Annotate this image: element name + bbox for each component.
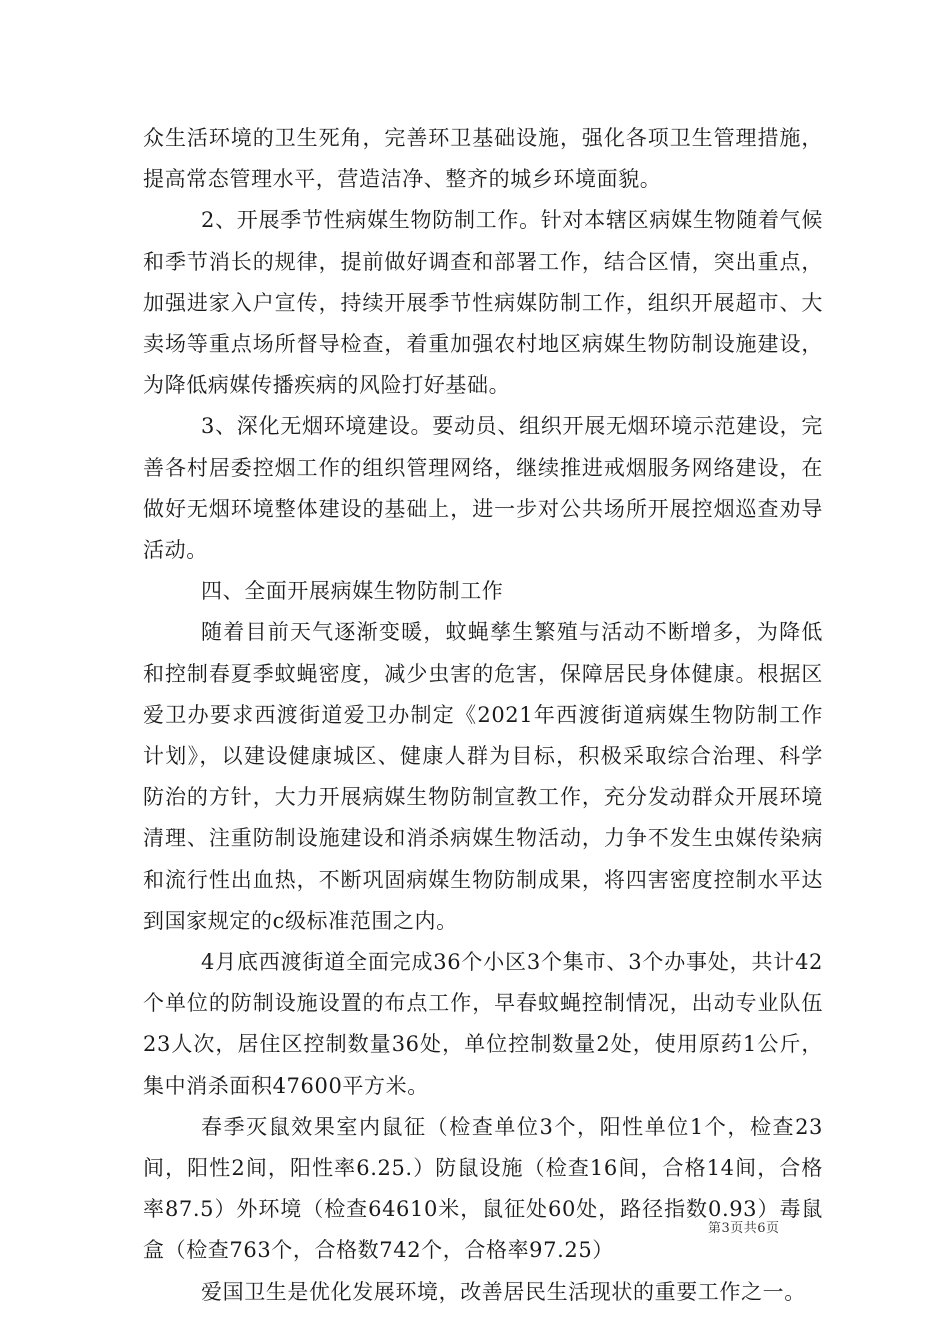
- paragraph: 2、开展季节性病媒生物防制工作。针对本辖区病媒生物随着气候和季节消长的规律，提前做好调查和部署工作，结合区情，突出重点，加强进家入户宣传，持续开展季节性病媒防制工作，组织开展超市、大卖场等重点场所督导检查，着重加强农村地区病媒生物防制设施建设，为降低病媒传播疾病的风险打好基础。: [143, 208, 823, 398]
- paragraph: 春季灭鼠效果室内鼠征（检查单位3个，阳性单位1个，检查23间，阳性2间，阳性率6.25.）防鼠设施（检查16间，合格14间，合格率87.5）外环境（检查64610米，鼠征处60处，路径指数0.93）毒鼠盒（检查763个，合格数742个，合格率97.25）: [143, 1114, 823, 1263]
- paragraph: 3、深化无烟环境建设。要动员、组织开展无烟环境示范建设，完善各村居委控烟工作的组织管理网络，继续推进戒烟服务网络建设，在做好无烟环境整体建设的基础上，进一步对公共场所开展控烟巡查劝导活动。: [143, 414, 823, 563]
- paragraph: 众生活环境的卫生死角，完善环卫基础设施，强化各项卫生管理措施，提高常态管理水平，营造洁净、整齐的城乡环境面貌。: [143, 126, 823, 192]
- paragraph: 随着目前天气逐渐变暖，蚊蝇孳生繁殖与活动不断增多，为降低和控制春夏季蚊蝇密度，减少虫害的危害，保障居民身体健康。根据区爱卫办要求西渡街道爱卫办制定《2021年西渡街道病媒生物防制工作计划》，以建设健康城区、健康人群为目标，积极采取综合治理、科学防治的方针，大力开展病媒生物防制宣教工作，充分发动群众开展环境清理、注重防制设施建设和消杀病媒生物活动，力争不发生虫媒传染病和流行性出血热，不断巩固病媒生物防制成果，将四害密度控制水平达到国家规定的c级标准范围之内。: [143, 620, 823, 933]
- paragraph: 爱国卫生是优化发展环境，改善居民生活现状的重要工作之一。: [201, 1279, 806, 1304]
- page-number: 第3页共6页: [708, 1221, 780, 1236]
- document-body: [143, 118, 823, 1313]
- section-heading: 四、全面开展病媒生物防制工作: [201, 579, 504, 604]
- paragraph: 4月底西渡街道全面完成36个小区3个集市、3个办事处，共计42个单位的防制设施设置的布点工作，早春蚊蝇控制情况，出动专业队伍23人次，居住区控制数量36处，单位控制数量2处，使用原药1公斤，集中消杀面积47600平方米。: [143, 950, 823, 1098]
